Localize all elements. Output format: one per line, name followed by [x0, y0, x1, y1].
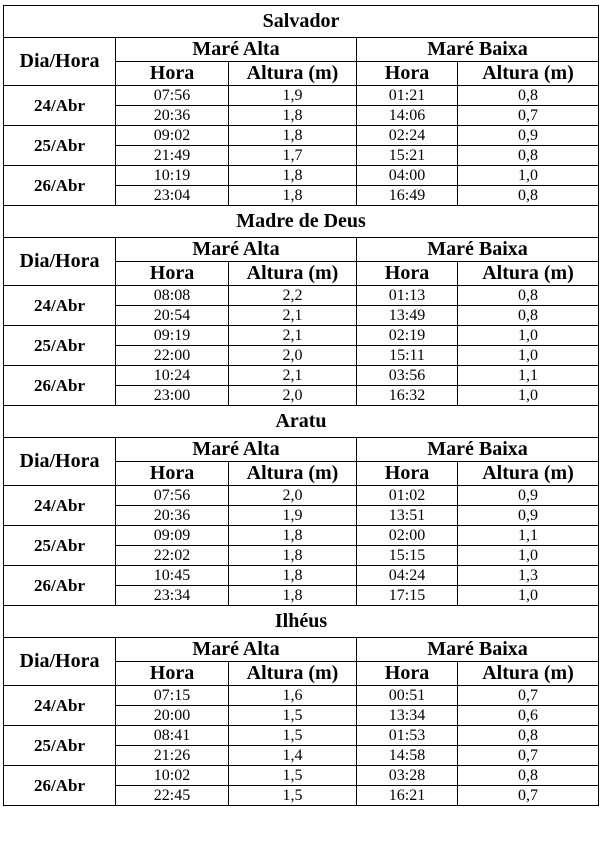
table-row	[4, 326, 599, 346]
high-tide-time: 09:19	[116, 326, 229, 346]
low-tide-height: 0,7	[458, 746, 599, 766]
table-row	[4, 766, 599, 786]
day-label: 24/Abr	[4, 486, 116, 526]
low-tide-time: 14:58	[357, 746, 458, 766]
low-tide-time: 16:32	[357, 386, 458, 406]
high-tide-height: 1,8	[229, 186, 357, 206]
mare-baixa-header: Maré Baixa	[357, 638, 599, 662]
high-tide-time: 20:36	[116, 506, 229, 526]
high-tide-height: 1,8	[229, 126, 357, 146]
mare-baixa-header: Maré Baixa	[357, 238, 599, 262]
mare-alta-header: Maré Alta	[116, 38, 357, 62]
high-tide-height: 1,8	[229, 566, 357, 586]
day-label: 26/Abr	[4, 366, 116, 406]
high-tide-time: 22:00	[116, 346, 229, 366]
low-tide-time: 01:53	[357, 726, 458, 746]
high-tide-height: 2,0	[229, 346, 357, 366]
dia-hora-header: Dia/Hora	[4, 38, 116, 86]
low-tide-time: 15:11	[357, 346, 458, 366]
table-row	[4, 526, 599, 546]
altura-header: Altura (m)	[458, 262, 599, 286]
day-label: 26/Abr	[4, 566, 116, 606]
low-tide-height: 0,9	[458, 506, 599, 526]
altura-header: Altura (m)	[229, 662, 357, 686]
high-tide-time: 08:08	[116, 286, 229, 306]
dia-hora-header: Dia/Hora	[4, 438, 116, 486]
low-tide-height: 0,8	[458, 726, 599, 746]
high-tide-time: 21:49	[116, 146, 229, 166]
mare-baixa-header: Maré Baixa	[357, 438, 599, 462]
low-tide-height: 0,8	[458, 286, 599, 306]
high-tide-time: 10:02	[116, 766, 229, 786]
low-tide-time: 15:21	[357, 146, 458, 166]
low-tide-time: 17:15	[357, 586, 458, 606]
high-tide-time: 23:00	[116, 386, 229, 406]
day-label: 24/Abr	[4, 286, 116, 326]
low-tide-height: 0,8	[458, 766, 599, 786]
high-tide-height: 2,2	[229, 286, 357, 306]
low-tide-height: 0,8	[458, 306, 599, 326]
mare-alta-header: Maré Alta	[116, 238, 357, 262]
low-tide-height: 0,7	[458, 106, 599, 126]
hora-header: Hora	[116, 462, 229, 486]
high-tide-height: 1,8	[229, 546, 357, 566]
high-tide-time: 20:36	[116, 106, 229, 126]
high-tide-time: 20:54	[116, 306, 229, 326]
low-tide-time: 13:34	[357, 706, 458, 726]
high-tide-time: 23:04	[116, 186, 229, 206]
low-tide-height: 0,9	[458, 486, 599, 506]
day-label: 26/Abr	[4, 166, 116, 206]
altura-header: Altura (m)	[458, 62, 599, 86]
location-title-row	[4, 606, 599, 638]
low-tide-height: 0,8	[458, 186, 599, 206]
high-tide-time: 07:56	[116, 486, 229, 506]
low-tide-time: 04:00	[357, 166, 458, 186]
hora-header: Hora	[357, 462, 458, 486]
low-tide-time: 04:24	[357, 566, 458, 586]
low-tide-height: 1,1	[458, 526, 599, 546]
day-label: 26/Abr	[4, 766, 116, 806]
low-tide-time: 01:13	[357, 286, 458, 306]
location-title-row	[4, 6, 599, 38]
low-tide-time: 15:15	[357, 546, 458, 566]
high-tide-height: 2,0	[229, 386, 357, 406]
high-tide-height: 1,6	[229, 686, 357, 706]
mare-baixa-header: Maré Baixa	[357, 38, 599, 62]
high-tide-time: 22:02	[116, 546, 229, 566]
location-title: Aratu	[4, 406, 599, 438]
low-tide-time: 03:56	[357, 366, 458, 386]
high-tide-height: 2,1	[229, 366, 357, 386]
low-tide-time: 02:19	[357, 326, 458, 346]
high-tide-height: 2,0	[229, 486, 357, 506]
low-tide-time: 02:00	[357, 526, 458, 546]
low-tide-height: 1,0	[458, 386, 599, 406]
location-title: Ilhéus	[4, 606, 599, 638]
hora-header: Hora	[116, 62, 229, 86]
location-title-row	[4, 206, 599, 238]
table-row	[4, 286, 599, 306]
day-label: 25/Abr	[4, 526, 116, 566]
dia-hora-header: Dia/Hora	[4, 638, 116, 686]
mare-alta-header: Maré Alta	[116, 438, 357, 462]
low-tide-time: 14:06	[357, 106, 458, 126]
high-tide-height: 1,9	[229, 86, 357, 106]
low-tide-height: 0,9	[458, 126, 599, 146]
low-tide-time: 02:24	[357, 126, 458, 146]
location-title: Salvador	[4, 6, 599, 38]
mare-alta-header: Maré Alta	[116, 638, 357, 662]
low-tide-height: 1,0	[458, 166, 599, 186]
high-tide-height: 1,8	[229, 166, 357, 186]
high-tide-height: 1,5	[229, 706, 357, 726]
table-row	[4, 686, 599, 706]
day-label: 24/Abr	[4, 86, 116, 126]
low-tide-height: 1,0	[458, 326, 599, 346]
altura-header: Altura (m)	[229, 62, 357, 86]
day-label: 25/Abr	[4, 726, 116, 766]
high-tide-height: 1,9	[229, 506, 357, 526]
low-tide-time: 01:02	[357, 486, 458, 506]
low-tide-time: 01:21	[357, 86, 458, 106]
day-label: 24/Abr	[4, 686, 116, 726]
location-title: Madre de Deus	[4, 206, 599, 238]
day-label: 25/Abr	[4, 326, 116, 366]
high-tide-time: 20:00	[116, 706, 229, 726]
day-label: 25/Abr	[4, 126, 116, 166]
low-tide-height: 0,7	[458, 686, 599, 706]
hora-header: Hora	[116, 662, 229, 686]
table-row	[4, 166, 599, 186]
low-tide-time: 16:21	[357, 786, 458, 806]
high-tide-height: 1,8	[229, 526, 357, 546]
high-tide-time: 23:34	[116, 586, 229, 606]
low-tide-height: 1,0	[458, 346, 599, 366]
low-tide-height: 1,1	[458, 366, 599, 386]
high-tide-height: 1,8	[229, 106, 357, 126]
high-tide-height: 1,8	[229, 586, 357, 606]
low-tide-time: 03:28	[357, 766, 458, 786]
low-tide-height: 0,7	[458, 786, 599, 806]
high-tide-time: 08:41	[116, 726, 229, 746]
hora-header: Hora	[116, 262, 229, 286]
low-tide-height: 0,6	[458, 706, 599, 726]
high-tide-height: 1,5	[229, 726, 357, 746]
high-tide-time: 09:09	[116, 526, 229, 546]
low-tide-height: 1,0	[458, 546, 599, 566]
high-tide-time: 09:02	[116, 126, 229, 146]
altura-header: Altura (m)	[229, 262, 357, 286]
table-row	[4, 486, 599, 506]
hora-header: Hora	[357, 662, 458, 686]
group-header-row	[4, 238, 599, 262]
table-row	[4, 86, 599, 106]
tide-table	[3, 5, 599, 806]
low-tide-height: 0,8	[458, 146, 599, 166]
altura-header: Altura (m)	[229, 462, 357, 486]
hora-header: Hora	[357, 262, 458, 286]
group-header-row	[4, 638, 599, 662]
low-tide-height: 1,3	[458, 566, 599, 586]
low-tide-time: 00:51	[357, 686, 458, 706]
high-tide-height: 1,7	[229, 146, 357, 166]
low-tide-time: 16:49	[357, 186, 458, 206]
high-tide-height: 1,5	[229, 766, 357, 786]
high-tide-time: 10:19	[116, 166, 229, 186]
high-tide-height: 2,1	[229, 326, 357, 346]
high-tide-time: 07:15	[116, 686, 229, 706]
high-tide-time: 21:26	[116, 746, 229, 766]
dia-hora-header: Dia/Hora	[4, 238, 116, 286]
altura-header: Altura (m)	[458, 462, 599, 486]
table-row	[4, 126, 599, 146]
high-tide-height: 1,5	[229, 786, 357, 806]
low-tide-height: 0,8	[458, 86, 599, 106]
high-tide-time: 22:45	[116, 786, 229, 806]
group-header-row	[4, 438, 599, 462]
table-row	[4, 366, 599, 386]
low-tide-time: 13:49	[357, 306, 458, 326]
hora-header: Hora	[357, 62, 458, 86]
high-tide-time: 10:24	[116, 366, 229, 386]
low-tide-height: 1,0	[458, 586, 599, 606]
location-title-row	[4, 406, 599, 438]
group-header-row	[4, 38, 599, 62]
table-row	[4, 726, 599, 746]
low-tide-time: 13:51	[357, 506, 458, 526]
altura-header: Altura (m)	[458, 662, 599, 686]
high-tide-time: 07:56	[116, 86, 229, 106]
table-row	[4, 566, 599, 586]
high-tide-height: 1,4	[229, 746, 357, 766]
high-tide-height: 2,1	[229, 306, 357, 326]
high-tide-time: 10:45	[116, 566, 229, 586]
